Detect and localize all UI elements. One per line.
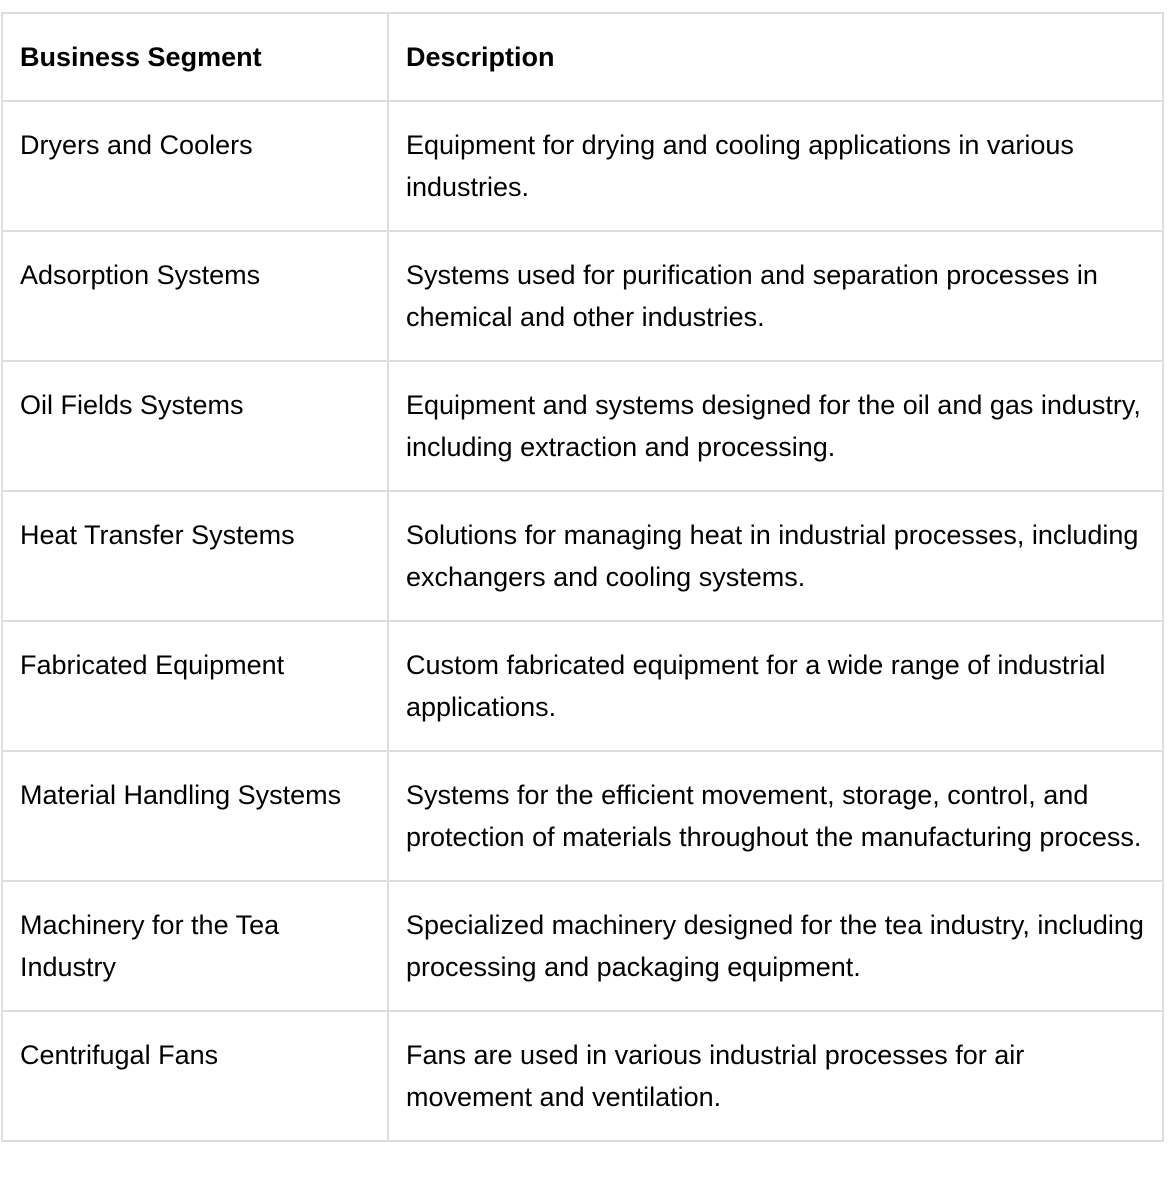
segment-cell: Machinery for the Tea Industry — [2, 881, 388, 1011]
description-cell: Equipment and systems designed for the oil and gas industry, including extraction and processing. — [388, 361, 1163, 491]
table-row — [2, 621, 1163, 751]
description-cell: Fans are used in various industrial processes for air movement and ventilation. — [388, 1011, 1163, 1141]
segment-cell: Centrifugal Fans — [2, 1011, 388, 1141]
description-cell: Specialized machinery designed for the tea industry, including processing and packaging equipment. — [388, 881, 1163, 1011]
segment-cell: Oil Fields Systems — [2, 361, 388, 491]
header-description: Description — [388, 13, 1163, 101]
table-row — [2, 361, 1163, 491]
table-row — [2, 101, 1163, 231]
header-business-segment: Business Segment — [2, 13, 388, 101]
description-cell: Solutions for managing heat in industrial processes, including exchangers and cooling systems. — [388, 491, 1163, 621]
table-row — [2, 491, 1163, 621]
segment-cell: Adsorption Systems — [2, 231, 388, 361]
table-row — [2, 231, 1163, 361]
segment-cell: Material Handling Systems — [2, 751, 388, 881]
segment-cell: Fabricated Equipment — [2, 621, 388, 751]
table-row — [2, 751, 1163, 881]
description-cell: Custom fabricated equipment for a wide range of industrial applications. — [388, 621, 1163, 751]
description-cell: Equipment for drying and cooling applications in various industries. — [388, 101, 1163, 231]
table-header-row — [2, 13, 1163, 101]
table-row — [2, 1011, 1163, 1141]
description-cell: Systems for the efficient movement, storage, control, and protection of materials throughout the manufacturing process. — [388, 751, 1163, 881]
segment-cell: Heat Transfer Systems — [2, 491, 388, 621]
business-segments-table — [1, 12, 1164, 1142]
description-cell: Systems used for purification and separation processes in chemical and other industries. — [388, 231, 1163, 361]
table-row — [2, 881, 1163, 1011]
segment-cell: Dryers and Coolers — [2, 101, 388, 231]
